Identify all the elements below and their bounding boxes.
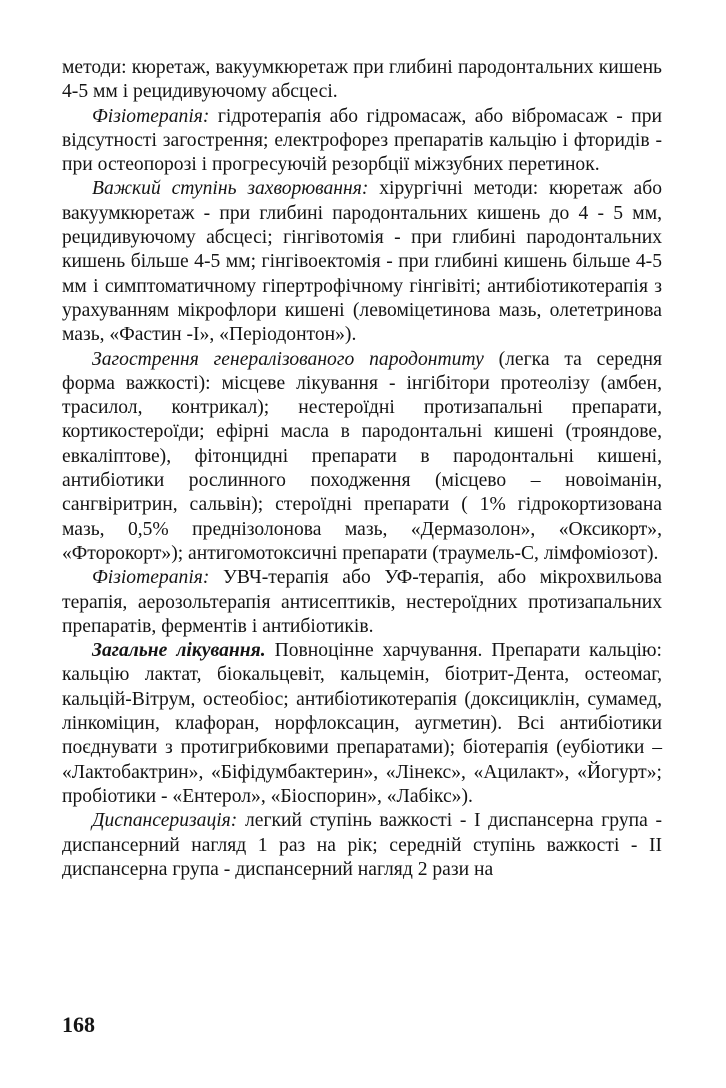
paragraph-label: Важкий ступінь захворювання: [92,178,369,200]
paragraph-dispensary [62,809,662,882]
paragraph-physiotherapy-exacerbation [62,566,662,639]
paragraph-general-treatment [62,639,662,809]
paragraph-severe-stage [62,177,662,347]
paragraph-text: хірургічні методи: кюретаж або вакуумкюретаж - при глибині пародонтальних кишень до 4 - 5 мм, рецидивуючому абсцесі; гінгівотомія - при глибині пародонтальних кишень більше 4-5 мм; гінгівоектомія - при глибині кишень більше 4-5 мм і симптоматичному гіпертрофічному гінгівіті; антибіотикотерапія з урахуванням мікрофлори кишені (левоміцетинова мазь, олететринова мазь, «Фастин -І», «Періодонтон»). [62,178,662,346]
paragraph-label: Фізіотерапія: [92,567,210,589]
paragraph-text: гідротерапія або гідромасаж, або вібромасаж - при відсутності загострення; електрофорез препаратів кальцію і фторидів - при остеопорозі і прогресуючій резорбції міжзубних перетинок. [62,105,662,176]
paragraph-continuation [62,56,662,105]
paragraph-label: Загальне лікування. [92,640,266,662]
paragraph-label: Загострення генералізованого пародонтиту [92,348,484,370]
paragraph-physiotherapy-moderate [62,105,662,178]
paragraph-text: УВЧ-терапія або УФ-терапія, або мікрохвильова терапія, аерозольтерапія антисептиків, нестероїдних протизапальних препаратів, ферментів і антибіотиків. [62,567,662,637]
page-number: 168 [62,1012,95,1037]
paragraph-text: Повноцінне харчування. Препарати кальцію: кальцію лактат, біокальцевіт, кальцемін, біотрит-Дента, остеомаг, кальцій-Вітрум, остеобіос; антибіотикотерапія (доксициклін, сумамед, лінкоміцин, клафоран, норфлоксацин, аугметин). Всі антибіотики поєднувати з протигрибковими препаратами); біотерапія (еубіотики – «Лактобактрин», «Біфідумбактерин», «Лінекс», «Ацилакт», «Йогурт»; пробіотики - «Ентерол», «Біоспорин», «Лабікс»). [62,640,662,807]
paragraph-label: Фізіотерапія: [92,105,210,127]
page-body [62,56,662,882]
paragraph-label: Диспансеризація: [92,810,238,832]
paragraph-text: методи: кюретаж, вакуумкюретаж при глибині пародонтальних кишень 4-5 мм і рецидивуючому абсцесі. [62,57,662,103]
paragraph-text: (легка та середня форма важкості): місцеве лікування - інгібітори протеолізу (амбен, трасилол, контрикал); нестероїдні протизапальні препарати, кортикостероїди; ефірні масла в пародонтальні кишені (трояндове, евкаліптове), фітонцидні препарати в пародонтальні кишені, антибіотики рослинного походження (місцево – новоіманін, сангвіритрин, сальвін); стероїдні препарати ( 1% гідрокортизована мазь, 0,5% преднізолонова мазь, «Дермазолон», «Оксикорт», «Фторокорт»); антигомотоксичні препарати (траумель-С, лімфоміозот). [62,348,663,564]
paragraph-exacerbation [62,348,662,567]
paragraph-text: легкий ступінь важкості - І диспансерна група - диспансерний нагляд 1 раз на рік; середній ступінь важкості - ІІ диспансерна група - диспансерний нагляд 2 рази на [62,810,662,880]
